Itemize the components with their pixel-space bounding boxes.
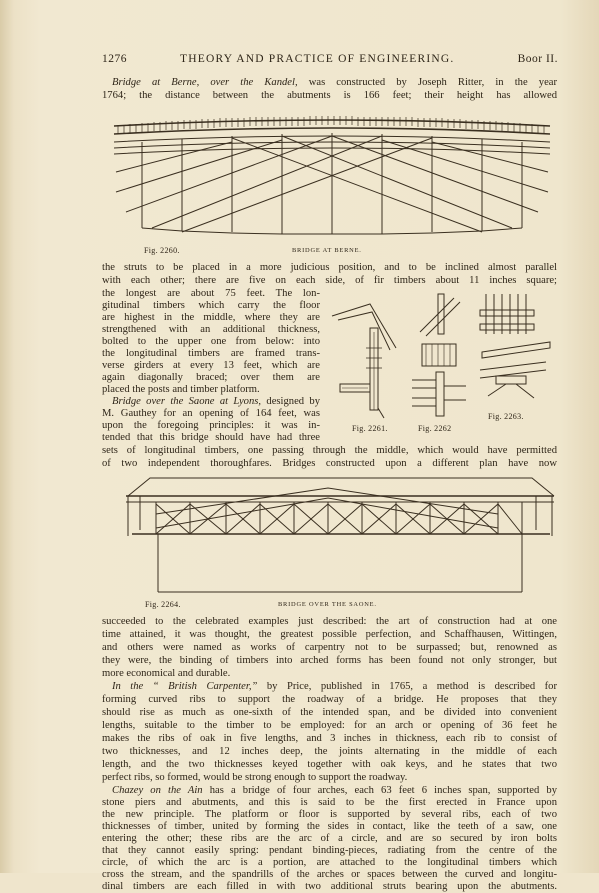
succeeded-line-3: and others were named as works of carpentry not to be surpassed; but, renowned as (102, 642, 557, 653)
saone-line-1-rest: designed by (266, 396, 320, 407)
struts-line-9: verse girders at every 13 feet, which are (102, 360, 320, 371)
intro-line-1 (112, 77, 557, 89)
figure-2261-detail (330, 298, 400, 420)
struts-line-8: the longitudinal timbers are framed trans- (102, 348, 320, 359)
carpenter-line-1-rest: by Price, published in 1765, a method is described for (266, 681, 557, 692)
carpenter-line-4: lengths, suitable to the timber to be employed: for an arch or opening of 36 feet he (102, 720, 557, 731)
fig-2260-label: Fig. 2260. (144, 246, 180, 255)
chazey-line-2: stone piers and abutments, and this is said to be the first erected in France upon (102, 797, 557, 808)
chazey-line-1 (112, 785, 557, 797)
fig-2262-label: Fig. 2262 (418, 424, 452, 433)
intro-lead: Bridge at Berne, over the Kandel, (112, 77, 298, 88)
saone-line-6: of two independent thoroughfares. Bridges constructed upon a different plan have now (102, 458, 557, 469)
figure-2264-bridge-over-saone (122, 474, 558, 598)
chazey-line-1-rest: has a bridge of four arches, each 63 feet 6 inches span, supported by (209, 785, 558, 796)
chazey-line-3: the new principle. The platform or floor is supported by several ribs, each of two (102, 809, 557, 820)
carpenter-line-3: should rise as much as one-sixth of the intended span, and be divided into convenient (102, 707, 557, 718)
struts-line-2: with each other; there are five on each side, of fir timbers about 11 inches square; (102, 275, 557, 286)
chazey-line-6: that they cannot easily spring: pendant binding-pieces, radiating from the centre of the (102, 845, 557, 856)
intro-line-1-rest: was constructed by Joseph Ritter, in the year (308, 77, 557, 88)
succeeded-line-2: time attained, it was thought, the greatest possible perfection, and Schaffhausen, Wittingen, (102, 629, 557, 640)
fig-2264-label: Fig. 2264. (145, 600, 181, 609)
saone-line-4: tended that this bridge should have had three (102, 432, 320, 443)
carpenter-line-2: forming curved ribs to support the roadway of a bridge. He proposes that they (102, 694, 557, 705)
struts-line-4: gitudinal timbers which carry the floor (102, 300, 320, 311)
saone-line-5: sets of longitudinal timbers, one passing through the middle, which would have permitted (102, 445, 557, 456)
succeeded-line-5: more economical and durable. (102, 668, 231, 679)
struts-line-1: the struts to be placed in a more judicious position, and to be inclined almost parallel (102, 262, 557, 273)
succeeded-line-4: they were, the binding of timbers into arched forms has been found not only stronger, but (102, 655, 557, 666)
chazey-line-9: dinal timbers are each filled in with two additional struts bearing upon the abutments. (102, 881, 557, 892)
chazey-line-4: thicknesses of timber, united by forming the sides in contact, like the teeth of a saw, one (102, 821, 557, 832)
fig-2263-label: Fig. 2263. (488, 412, 524, 421)
struts-line-7: bolted to the upper one from below: into (102, 336, 320, 347)
struts-line-11: placed the posts and timber platform. (102, 384, 260, 395)
running-header (102, 53, 558, 69)
saone-line-2: M. Gauthey for an opening of 164 feet, was (102, 408, 320, 419)
struts-line-5: are highest in the middle, where they are (102, 312, 320, 323)
figure-2263-detail (476, 292, 556, 410)
running-title: THEORY AND PRACTICE OF ENGINEERING. (180, 53, 455, 65)
bridge-over-saone-caption: BRIDGE OVER THE SAONE. (278, 601, 377, 608)
carpenter-line-8: perfect ribs, so formed, would be strong enough to support the roadway. (102, 772, 408, 783)
figure-2262-detail (410, 292, 474, 422)
book-label: Boor II. (517, 53, 558, 65)
chazey-line-5: entering the other; these ribs are the arc of a circle, and are so secured by iron bolts (102, 833, 557, 844)
chazey-line-7: circle, of which the arc is a portion, are attached to the longitudinal timbers which (102, 857, 557, 868)
page-number: 1276 (102, 53, 127, 65)
struts-line-10: again diagonally braced; over them are (102, 372, 320, 383)
bridge-at-berne-caption: BRIDGE AT BERNE. (292, 247, 362, 254)
saone-line-1 (112, 396, 320, 408)
carpenter-line-6: two thicknesses, and 12 inches deep, the joints alternating in the middle of each (102, 746, 557, 757)
succeeded-line-1: succeeded to the celebrated examples just described: the art of construction had at one (102, 616, 557, 627)
struts-line-6: strengthened with an additional thickness, (102, 324, 320, 335)
saone-line-3: upon the foregoing principles: it was in- (102, 420, 320, 431)
fig-2261-label: Fig. 2261. (352, 424, 388, 433)
struts-line-3: the longest are about 75 feet. The lon- (102, 288, 320, 299)
saone-lead: Bridge over the Saone at Lyons, (112, 396, 262, 407)
chazey-line-8: cross the stream, and the spandrills of the arches or spaces between the curved and longitu- (102, 869, 557, 880)
chazey-lead: Chazey on the Ain (112, 785, 203, 796)
figure-2260-bridge-at-berne (112, 112, 552, 244)
carpenter-line-5: makes the ribs of oak in five lengths, and 3 inches in thickness, each rib to consist of (102, 733, 557, 744)
carpenter-line-1 (112, 681, 557, 693)
carpenter-lead: In the “ British Carpenter,” (112, 681, 258, 692)
carpenter-line-7: length, and the two thicknesses keyed together with oak keys, and he states that two (102, 759, 557, 770)
intro-line-2: 1764; the distance between the abutments is 166 feet; their height has allowed (102, 90, 557, 101)
